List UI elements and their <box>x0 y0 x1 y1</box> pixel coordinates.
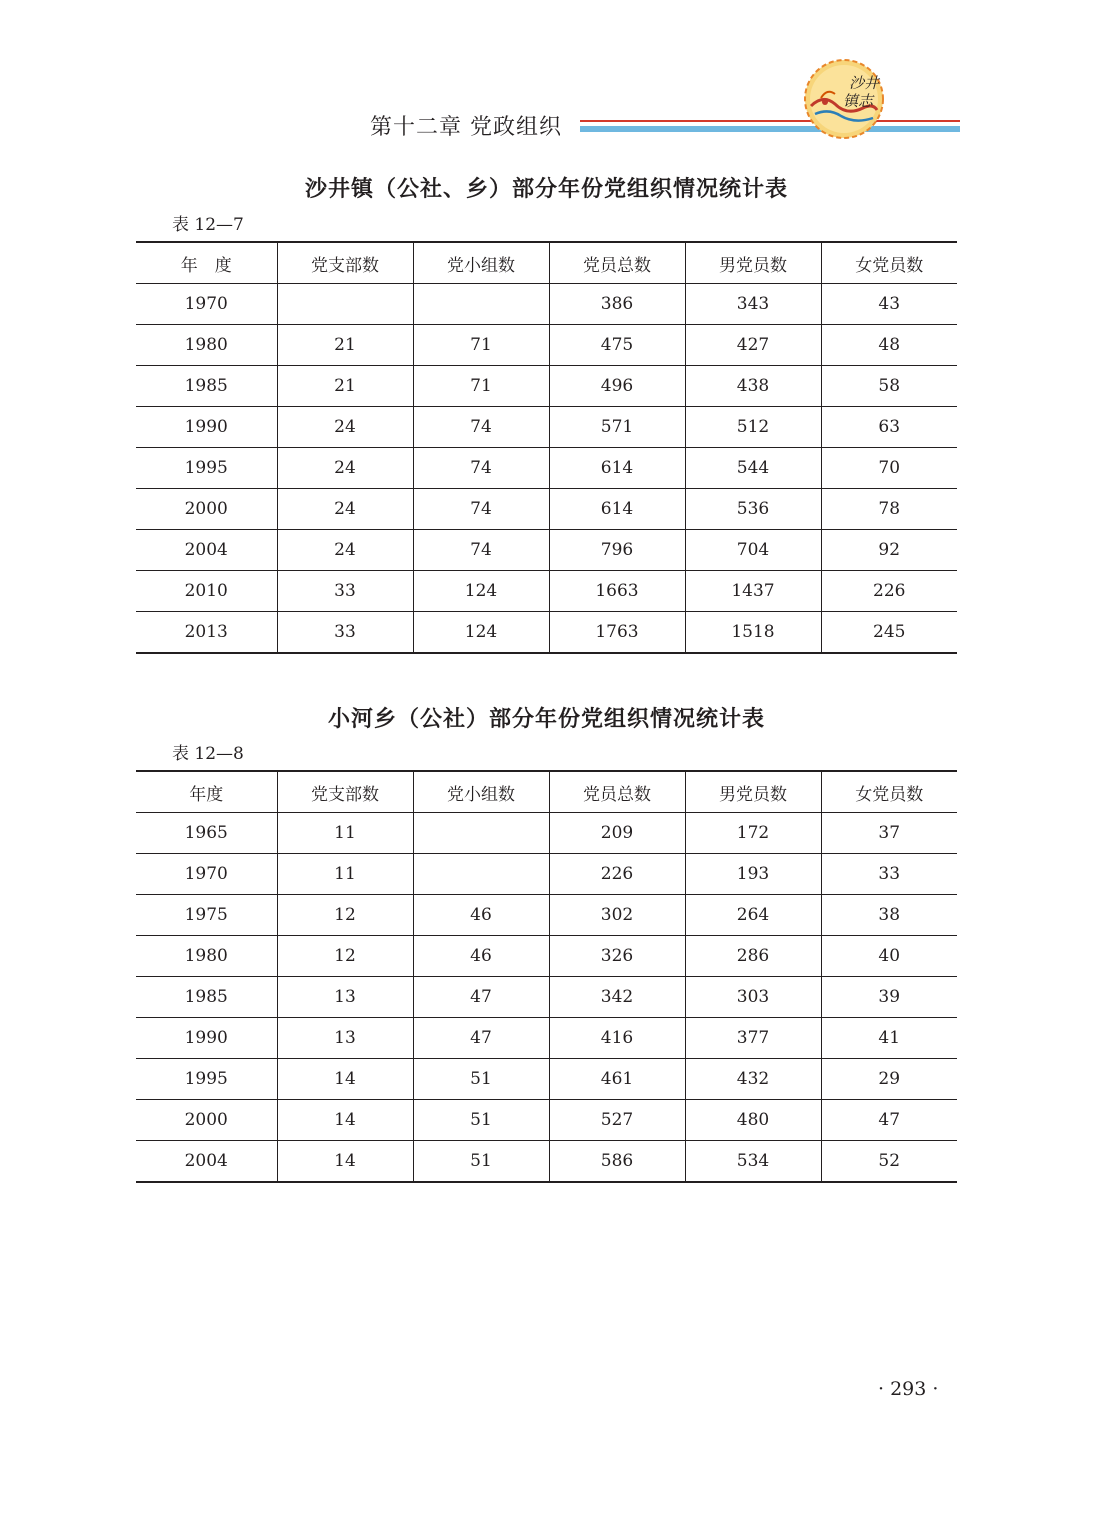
table-cell: 47 <box>821 1100 957 1141</box>
table-cell: 48 <box>821 325 957 366</box>
table-cell: 326 <box>549 936 685 977</box>
table-cell: 303 <box>685 977 821 1018</box>
table-cell: 544 <box>685 448 821 489</box>
table1-party-org-stats <box>136 241 957 654</box>
table-cell: 286 <box>685 936 821 977</box>
table-cell: 13 <box>277 977 413 1018</box>
table-cell: 40 <box>821 936 957 977</box>
table-cell: 37 <box>821 813 957 854</box>
header-female-members: 女党员数 <box>821 771 957 813</box>
table-cell: 39 <box>821 977 957 1018</box>
table-cell: 226 <box>549 854 685 895</box>
table-row <box>136 1018 957 1059</box>
table-cell: 1437 <box>685 571 821 612</box>
table-cell: 536 <box>685 489 821 530</box>
table-cell: 51 <box>413 1100 549 1141</box>
table-cell: 33 <box>821 854 957 895</box>
table-cell: 475 <box>549 325 685 366</box>
seal-icon <box>803 58 885 140</box>
table-cell: 1990 <box>136 1018 277 1059</box>
table-cell: 58 <box>821 366 957 407</box>
table-row <box>136 366 957 407</box>
header-groups: 党小组数 <box>413 771 549 813</box>
header-branches: 党支部数 <box>277 771 413 813</box>
table-cell: 74 <box>413 407 549 448</box>
header-year: 年度 <box>136 771 277 813</box>
table-row <box>136 448 957 489</box>
table-cell: 13 <box>277 1018 413 1059</box>
table-cell: 342 <box>549 977 685 1018</box>
table-header-row <box>136 242 957 284</box>
table-cell: 377 <box>685 1018 821 1059</box>
table-cell: 11 <box>277 813 413 854</box>
table-cell: 11 <box>277 854 413 895</box>
table-cell: 124 <box>413 612 549 654</box>
header-total-members: 党员总数 <box>549 771 685 813</box>
table-cell: 512 <box>685 407 821 448</box>
table-cell: 1995 <box>136 1059 277 1100</box>
header-male-members: 男党员数 <box>685 771 821 813</box>
table-cell: 24 <box>277 489 413 530</box>
header-female-members: 女党员数 <box>821 242 957 284</box>
table2-party-org-stats <box>136 770 957 1183</box>
table-cell <box>413 284 549 325</box>
table-cell: 496 <box>549 366 685 407</box>
header-branches: 党支部数 <box>277 242 413 284</box>
table-row <box>136 1141 957 1183</box>
table-cell: 796 <box>549 530 685 571</box>
table-cell: 614 <box>549 489 685 530</box>
table1-title: 沙井镇（公社、乡）部分年份党组织情况统计表 <box>304 177 788 202</box>
table-cell: 78 <box>821 489 957 530</box>
table-cell: 74 <box>413 448 549 489</box>
table-cell: 704 <box>685 530 821 571</box>
table-cell: 172 <box>685 813 821 854</box>
table-cell: 71 <box>413 325 549 366</box>
table-cell: 14 <box>277 1100 413 1141</box>
table-cell: 527 <box>549 1100 685 1141</box>
table-row <box>136 571 957 612</box>
table-cell: 343 <box>685 284 821 325</box>
table-cell: 1763 <box>549 612 685 654</box>
table-cell: 46 <box>413 895 549 936</box>
table-cell: 1970 <box>136 854 277 895</box>
table-cell: 71 <box>413 366 549 407</box>
table-cell: 264 <box>685 895 821 936</box>
table-row <box>136 1100 957 1141</box>
table-cell: 432 <box>685 1059 821 1100</box>
page-number: · 293 · <box>878 1378 939 1400</box>
table-row <box>136 895 957 936</box>
table-cell: 2010 <box>136 571 277 612</box>
table-cell: 226 <box>821 571 957 612</box>
table-cell: 245 <box>821 612 957 654</box>
chapter-title: 第十二章 党政组织 <box>370 115 562 140</box>
table-cell: 74 <box>413 530 549 571</box>
table-cell: 302 <box>549 895 685 936</box>
table-row <box>136 813 957 854</box>
table2-label: 表 12—8 <box>172 744 244 764</box>
table-cell: 24 <box>277 448 413 489</box>
table-header-row <box>136 771 957 813</box>
table-cell: 193 <box>685 854 821 895</box>
table-row <box>136 530 957 571</box>
table-cell: 461 <box>549 1059 685 1100</box>
table-cell: 51 <box>413 1059 549 1100</box>
table-cell: 386 <box>549 284 685 325</box>
table-cell: 534 <box>685 1141 821 1183</box>
table-cell <box>277 284 413 325</box>
table-cell: 47 <box>413 1018 549 1059</box>
table-row <box>136 325 957 366</box>
table-cell: 2013 <box>136 612 277 654</box>
table-cell: 24 <box>277 530 413 571</box>
table-cell: 14 <box>277 1059 413 1100</box>
table-cell: 1985 <box>136 366 277 407</box>
table-cell: 29 <box>821 1059 957 1100</box>
table-cell: 427 <box>685 325 821 366</box>
table-cell: 21 <box>277 325 413 366</box>
table-row <box>136 936 957 977</box>
table-cell: 480 <box>685 1100 821 1141</box>
header-rule-blue <box>580 126 960 132</box>
svg-text:镇志: 镇志 <box>843 92 874 110</box>
table-cell: 74 <box>413 489 549 530</box>
table-cell: 1663 <box>549 571 685 612</box>
table-cell: 92 <box>821 530 957 571</box>
table-cell: 2000 <box>136 489 277 530</box>
table-cell: 209 <box>549 813 685 854</box>
table-cell: 51 <box>413 1141 549 1183</box>
table-row <box>136 977 957 1018</box>
table-cell: 2000 <box>136 1100 277 1141</box>
table-row <box>136 612 957 654</box>
table-cell: 33 <box>277 571 413 612</box>
table-cell <box>413 813 549 854</box>
table-row <box>136 854 957 895</box>
table-cell: 47 <box>413 977 549 1018</box>
table-row <box>136 284 957 325</box>
header-groups: 党小组数 <box>413 242 549 284</box>
table-cell: 438 <box>685 366 821 407</box>
table-cell: 1970 <box>136 284 277 325</box>
table-cell: 586 <box>549 1141 685 1183</box>
table-row <box>136 1059 957 1100</box>
table-cell: 1990 <box>136 407 277 448</box>
header-year: 年 度 <box>136 242 277 284</box>
svg-text:沙井: 沙井 <box>849 74 880 92</box>
table-cell: 571 <box>549 407 685 448</box>
table-cell: 21 <box>277 366 413 407</box>
table-row <box>136 407 957 448</box>
table-cell: 1980 <box>136 325 277 366</box>
table-cell: 2004 <box>136 1141 277 1183</box>
table-cell: 41 <box>821 1018 957 1059</box>
table-cell: 1980 <box>136 936 277 977</box>
table-cell: 33 <box>277 612 413 654</box>
table-row <box>136 489 957 530</box>
table-cell: 124 <box>413 571 549 612</box>
table-cell: 1518 <box>685 612 821 654</box>
table-cell: 14 <box>277 1141 413 1183</box>
table-cell: 1975 <box>136 895 277 936</box>
header-male-members: 男党员数 <box>685 242 821 284</box>
table-cell: 38 <box>821 895 957 936</box>
table-cell <box>413 854 549 895</box>
table-cell: 12 <box>277 895 413 936</box>
table-cell: 416 <box>549 1018 685 1059</box>
table-cell: 1995 <box>136 448 277 489</box>
table-cell: 46 <box>413 936 549 977</box>
table2-title: 小河乡（公社）部分年份党组织情况统计表 <box>327 707 765 732</box>
table-cell: 43 <box>821 284 957 325</box>
table-cell: 2004 <box>136 530 277 571</box>
table-cell: 12 <box>277 936 413 977</box>
book-seal-logo <box>803 58 885 140</box>
table-cell: 70 <box>821 448 957 489</box>
table-cell: 614 <box>549 448 685 489</box>
table1-label: 表 12—7 <box>172 215 244 235</box>
table-cell: 1965 <box>136 813 277 854</box>
table-cell: 24 <box>277 407 413 448</box>
table-cell: 1985 <box>136 977 277 1018</box>
header-total-members: 党员总数 <box>549 242 685 284</box>
table-cell: 63 <box>821 407 957 448</box>
table-cell: 52 <box>821 1141 957 1183</box>
